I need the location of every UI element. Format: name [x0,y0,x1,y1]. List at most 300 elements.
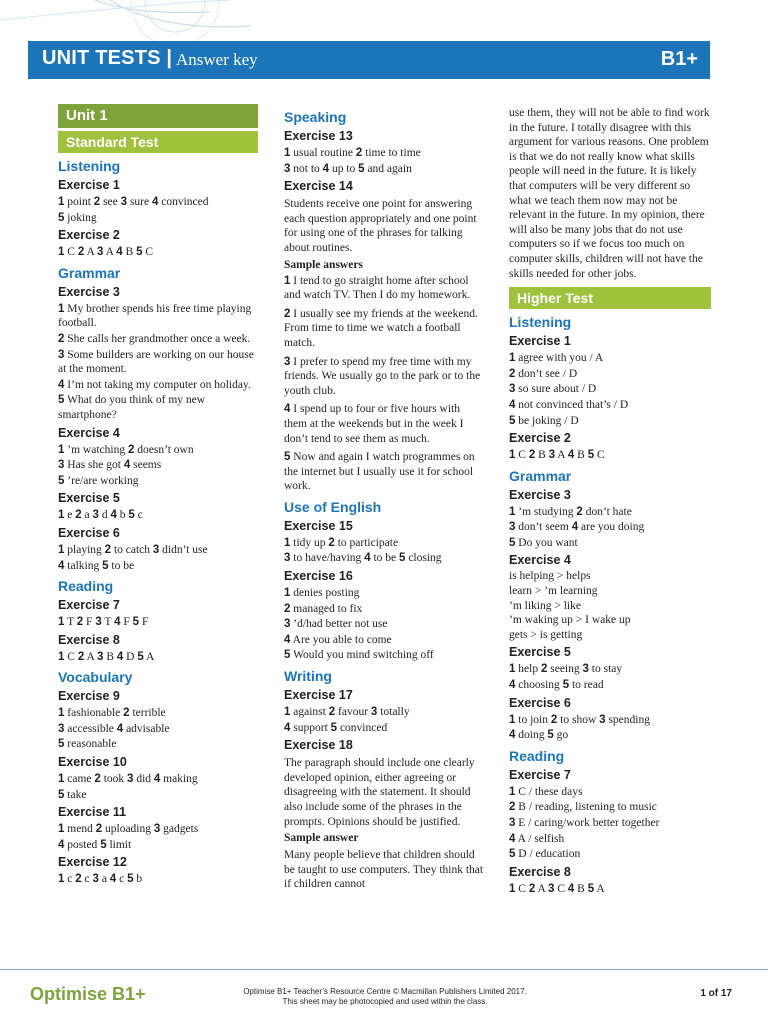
answer-number: 5 [128,509,135,522]
answer-number: 5 [284,649,291,662]
answer-number: 2 [58,332,65,345]
answer-text: so sure about / D [515,383,597,396]
answer-number: 1 [58,823,65,836]
level-badge: B1+ [660,48,698,70]
answer-number: 4 [58,838,65,851]
answer-number: 2 [94,773,101,786]
answer-text: d [98,509,111,522]
answer-text: don’t seem [515,521,572,534]
answer-line [58,443,258,458]
answer-text: support [290,721,331,734]
answer-text: A / selfish [515,832,565,845]
answer-number: 2 [550,713,558,726]
answer-text: A [143,650,155,663]
exercise-heading: Exercise 6 [509,695,571,710]
answer-line [284,450,484,494]
answer-text: and again [364,162,412,175]
answer-text: to join [515,713,551,726]
answer-number: 2 [528,882,536,895]
answer-line: is helping > helps [509,570,591,583]
answer-line [284,617,484,632]
answer-text: C [64,246,78,259]
answer-text: to stay [588,663,623,676]
section-heading: Writing [284,668,332,685]
answer-number: 3 [548,449,556,462]
answer-number: 2 [328,706,336,719]
answer-number: 5 [284,451,291,464]
answer-line [284,536,484,551]
answer-line [509,536,711,551]
answer-number: 1 [58,873,65,886]
answer-text: time to time [362,147,421,159]
answer-text: Would you mind switching off [290,649,434,662]
answer-line: gets > is getting [509,628,583,641]
answer-text: help [515,663,541,676]
answer-number: 5 [509,536,516,549]
answer-line [509,713,711,728]
answer-number: 2 [509,367,516,380]
answer-number: 4 [509,679,516,692]
answer-line [58,508,258,523]
answer-number: 3 [284,162,291,175]
answer-text: e [64,509,76,522]
answer-number: 1 [58,443,65,456]
answer-line [284,162,484,177]
answer-number: 4 [567,882,575,895]
answer-text: C [142,246,154,259]
answer-text: did [133,773,154,786]
answer-number: 1 [509,663,516,676]
answer-number: 2 [123,707,130,720]
page-title: UNIT TESTS | [42,47,173,69]
answer-number: 4 [284,633,291,646]
answer-text: talking [64,559,103,572]
answer-number: 1 [509,882,516,895]
answer-line [58,872,258,887]
answer-text: take [64,788,87,801]
answer-text: seeing [547,663,583,676]
answer-number: 2 [127,443,135,456]
answer-text: c [116,873,128,886]
answer-text: not to [290,162,323,175]
footer-copyright-line-2: This sheet may be photocopied and used within the class. [282,997,488,1006]
answer-text: making [160,773,198,786]
answer-number: 3 [509,817,516,829]
answer-text: D / education [515,848,581,861]
answer-line [58,543,258,558]
answer-text: I spend up to four or five hours with them at the weekends but in the week I don’t tend to see them as much. [284,403,464,445]
answer-line [284,355,484,399]
answer-number: 2 [95,823,103,836]
answer-number: 4 [116,722,124,735]
answer-line [284,648,484,663]
answer-line [509,800,711,815]
answer-number: 1 [284,536,291,549]
answer-paragraph: Many people believe that children should be taught to use computers. They think that if children cannot [284,849,484,891]
answer-text: not convinced that’s / D [515,398,629,411]
answer-paragraph: Students receive one point for answering each question appropriately and one point for using one of the phrases for talking about routines. [284,198,477,254]
answer-text: advisable [123,722,170,735]
answer-number: 2 [104,543,112,556]
answer-text: ’m studying [515,505,577,518]
answer-text: tidy up [290,536,329,549]
exercise-heading: Exercise 2 [509,431,571,446]
answer-line [509,678,711,693]
answer-number: 3 [127,773,134,786]
answer-line: learn > ’m learning [509,585,598,598]
answer-text: totally [377,706,410,719]
answer-line [58,378,258,393]
section-heading: Listening [509,314,572,331]
answer-number: 3 [97,650,104,663]
answer-number: 4 [322,162,330,175]
answer-text: against [290,706,329,719]
spacer [284,303,484,306]
answer-text: c [81,873,93,886]
spacer [284,446,484,449]
answer-text: took [100,773,128,786]
answer-text: gadgets [160,823,199,836]
answer-line: ’m waking up > I wake up [509,614,631,627]
answer-text: point [64,196,94,208]
exercise-heading: Exercise 15 [284,518,353,533]
answer-number: 1 [509,713,516,726]
answer-line [58,772,258,787]
answer-line [509,882,711,897]
answer-number: 1 [58,196,65,208]
answer-text: to have/having [290,552,365,565]
answer-number: 1 [58,616,65,629]
answer-number: 1 [509,352,516,365]
answer-number: 4 [509,398,516,411]
answer-number: 2 [75,509,82,522]
answer-number: 3 [92,509,99,522]
answer-line [58,245,258,260]
answer-text: ’m watching [64,443,128,456]
answer-text: don’t hate [582,505,632,518]
answer-text: Are you able to come [290,633,392,646]
answer-line [58,302,258,331]
answer-text: C [515,882,529,895]
answer-line [58,559,258,574]
answer-line [509,816,711,831]
answer-text: b [133,873,143,886]
answer-number: 3 [509,521,516,534]
exercise-heading: Exercise 7 [509,767,571,782]
exercise-heading: Exercise 10 [58,755,127,770]
footer-copyright-line-1: Optimise B1+ Teacher’s Resource Centre © Macmillan Publishers Limited 2017. [243,987,527,996]
answer-line [284,721,484,736]
exercise-heading: Exercise 5 [58,491,120,506]
answer-number: 2 [76,616,84,629]
answer-text: don’t see / D [515,367,578,380]
answer-number: 5 [137,650,144,663]
answer-number: 4 [116,650,124,663]
answer-number: 1 [284,587,291,600]
page-subtitle: Answer key [176,50,258,69]
answer-line: ’m liking > like [509,599,581,612]
answer-text: B [535,449,549,462]
answer-number: 2 [528,449,536,462]
answer-text: I prefer to spend my free time with my friends. We usually go to the park or to the youth club. [284,355,481,397]
section-heading: Vocabulary [58,669,133,686]
answer-paragraph: The paragraph should include one clearly developed opinion, either agreeing or disagreeing with the statement. It should also include some of the phrases in the prompts. Opinions should be justified. [284,757,475,828]
answer-line [509,414,711,429]
spacer [284,398,484,401]
answer-line [509,382,711,397]
answer-number: 3 [284,355,291,368]
answer-line [58,348,258,377]
answer-number: 4 [110,509,117,522]
answer-text: Do you want [515,536,578,549]
answer-number: 1 [58,707,65,720]
answer-number: 4 [58,559,65,572]
answer-line [284,402,484,446]
answer-line [58,195,258,210]
answer-number: 4 [58,378,65,391]
answer-number: 5 [358,162,365,175]
answer-number: 4 [116,246,123,259]
answer-number: 1 [58,543,65,556]
answer-line [509,505,711,520]
answer-text: convinced [337,721,388,734]
answer-line [284,551,484,566]
answer-number: 3 [284,618,291,631]
answer-text: C [64,650,78,663]
answer-text: see [100,196,121,208]
answer-text: F [83,616,96,629]
answer-number: 5 [562,679,570,692]
answer-number: 1 [58,246,65,259]
exercise-heading: Exercise 1 [509,334,571,349]
answer-number: 3 [58,722,65,735]
answer-text: favour [335,706,371,719]
answer-number: 2 [77,650,85,663]
answer-text: to be [370,552,400,565]
exercise-heading: Exercise 13 [284,129,353,143]
answer-number: 5 [102,559,109,572]
answer-number: 5 [58,788,65,801]
answer-paragraph: use them, they will not be able to find work in the future. I totally disagree with this argument for various reasons. One problem is that we do not really know what skills people will need in the future. It is likely that computers will be very different so what we teach them now may not be relevant in the future. In my opinion, there will also be many jobs that do not use computers so if we focus too much on computer skills, children will not have the skills needed for other jobs. [509,107,710,280]
exercise-heading: Exercise 18 [284,738,353,753]
answer-number: 1 [509,785,516,798]
exercise-heading: Exercise 5 [509,645,571,660]
answer-text: C [515,449,529,462]
answer-text: I tend to go straight home after school and watch TV. Then I do my homework. [284,274,471,302]
answer-number: 3 [370,706,378,719]
answer-number: 5 [100,838,107,851]
answer-line [509,785,711,800]
answer-line [509,847,711,862]
answer-line [58,788,258,803]
answer-line [58,650,258,665]
answer-text: B [574,449,588,462]
answer-line [284,274,484,303]
answer-text: A [535,882,549,895]
spacer [509,281,711,284]
answer-number: 4 [151,196,159,208]
answer-text: Has she got [64,459,124,472]
exercise-heading: Exercise 4 [58,425,120,440]
answer-text: She calls her grandmother once a week. [64,332,251,345]
answer-text: C / these days [515,785,583,798]
exercise-heading: Exercise 16 [284,569,353,584]
answer-text: accessible [64,722,117,735]
answer-text: E / caring/work better together [515,817,660,829]
answer-number: 3 [582,663,589,676]
answer-line [58,706,258,721]
exercise-heading: Exercise 3 [58,284,120,299]
section-heading: Use of English [284,498,382,515]
answer-number: 3 [95,616,102,629]
section-heading: Grammar [509,467,572,484]
answer-text: to read [569,679,604,692]
answer-line [58,211,258,226]
answer-line [58,393,258,422]
answer-text: closing [405,552,442,565]
exercise-heading: Exercise 14 [284,179,353,194]
answer-number: 5 [509,414,516,427]
answer-number: 5 [58,211,65,224]
answer-text: A [84,650,98,663]
answer-number: 2 [75,873,82,886]
sample-heading: Sample answer [284,832,359,845]
sample-heading: Sample answers [284,258,363,271]
answer-text: B [103,650,117,663]
answer-number: 2 [284,307,291,320]
answer-number: 4 [509,729,516,742]
section-heading: Speaking [284,109,347,125]
spacer [284,351,484,354]
answer-number: 4 [123,459,131,472]
answer-text: C [554,882,568,895]
exercise-heading: Exercise 17 [284,688,353,703]
answer-number: 1 [509,449,516,462]
answer-line [284,307,484,351]
answer-number: 3 [58,459,65,472]
answer-number: 5 [587,449,595,462]
footer-divider [0,969,768,970]
answer-text: B [574,882,588,895]
answer-text: to show [557,713,600,726]
answer-number: 5 [330,721,338,734]
exercise-heading: Exercise 12 [58,855,127,870]
answer-number: 1 [284,147,291,159]
section-heading: Reading [58,578,114,595]
answer-line [509,367,711,382]
footer-copyright [220,987,550,1007]
answer-number: 3 [97,246,104,259]
answer-text: doing [515,729,548,742]
answer-number: 3 [284,552,291,565]
answer-text: A [594,882,605,895]
answer-text: limit [106,838,132,851]
answer-line [509,832,711,847]
header-banner [28,41,710,79]
answer-text: B / reading, listening to music [515,801,657,814]
answer-text: What do you think of my new smartphone? [58,394,206,421]
answer-line [58,474,258,489]
answer-text: came [64,773,95,786]
answer-number: 3 [599,713,606,726]
answer-text: Now and again I watch programmes on the internet but I usually use it for school work. [284,451,475,493]
answer-number: 2 [509,801,516,814]
answer-line [58,332,258,347]
answer-text: B [122,246,137,259]
answer-text: didn’t use [159,543,208,556]
answer-text: go [553,729,569,742]
answer-number: 2 [540,663,548,676]
answer-text: are you doing [578,521,645,534]
answer-line [58,722,258,737]
answer-number: 4 [284,721,291,734]
answer-text: uploading [102,823,154,836]
answer-text: fashionable [64,707,124,720]
answer-number: 2 [576,505,583,518]
answer-number: 3 [152,543,160,556]
section-heading: Listening [58,158,121,174]
answer-number: 4 [284,403,291,416]
answer-number: 5 [58,738,65,751]
answer-text: joking [64,211,97,224]
answer-number: 4 [571,521,579,534]
answer-number: 5 [58,474,65,487]
answer-number: 5 [58,394,65,407]
test-heading-higher: Higher Test [509,287,711,309]
answer-text: b [116,509,129,522]
answer-line [58,615,258,630]
answer-number: 1 [58,650,65,663]
answer-text: C [594,449,605,462]
answer-number: 2 [77,246,85,259]
answer-line [58,838,258,853]
answer-text: posted [64,838,101,851]
exercise-heading: Exercise 9 [58,689,120,704]
answer-text: F [139,616,149,629]
answer-number: 2 [93,196,101,208]
answer-text: T [101,616,115,629]
answer-number: 1 [58,773,65,786]
answer-text: mend [64,823,96,836]
answer-line [509,662,711,677]
page-number: 1 of 17 [700,988,732,999]
answer-number: 5 [136,246,143,259]
answer-number: 4 [567,449,575,462]
answer-text: terrible [129,707,166,720]
answer-line [284,602,484,617]
answer-line [509,728,711,743]
answer-text: agree with you / A [515,352,604,365]
answer-number: 5 [509,848,516,861]
answer-text: I usually see my friends at the weekend. From time to time we watch a football match. [284,307,478,349]
answer-text: A [84,246,98,259]
answer-number: 3 [120,196,128,208]
answer-line [284,633,484,648]
answer-number: 5 [132,616,140,629]
answer-number: 3 [58,348,65,361]
answer-number: 1 [509,505,516,518]
answer-text: choosing [515,679,563,692]
section-heading: Reading [509,747,565,764]
answer-text: T [64,616,77,629]
answer-line [509,520,711,535]
answer-text: convinced [158,196,209,208]
answer-text: A [103,246,117,259]
exercise-heading: Exercise 3 [509,487,571,502]
answer-text: seems [130,459,162,472]
exercise-heading: Exercise 8 [509,864,571,879]
answer-text: F [120,616,133,629]
